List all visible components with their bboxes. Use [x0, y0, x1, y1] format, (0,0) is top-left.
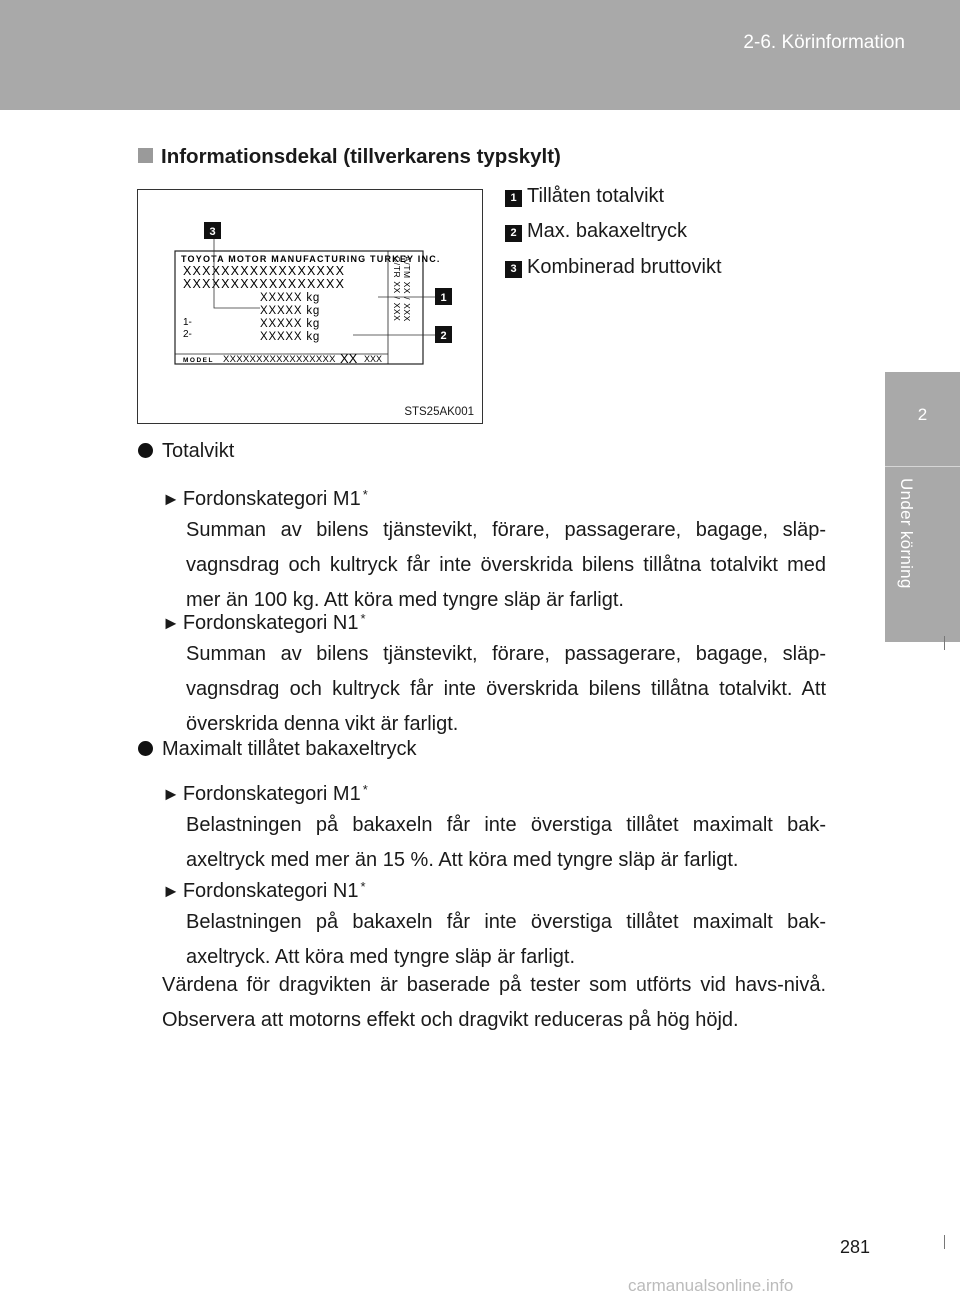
subitem-label: Fordonskategori M1 [182, 783, 361, 805]
legend-badge: 1 [505, 190, 522, 207]
bullet-dot-icon [138, 741, 153, 756]
legend-text: Kombinerad bruttovikt [527, 256, 722, 278]
subitem-heading [162, 611, 366, 635]
bullet-heading-totalvikt [138, 440, 234, 463]
crop-mark [944, 1235, 945, 1249]
callout-1-number: 1 [440, 292, 447, 304]
legend-badge: 2 [505, 225, 522, 242]
plate-vin-2: XXXXXXXXXXXXXXXXX [183, 277, 346, 291]
subitem-label: Fordonskategori N1 [182, 612, 359, 634]
watermark: carmanualsonline.info [628, 1276, 794, 1295]
crop-mark [944, 636, 945, 650]
chapter-title: Under körning [897, 478, 916, 589]
plate-model-value: XXXXXXXXXXXXXXXXX [223, 354, 336, 365]
bullet-dot-icon [138, 443, 153, 458]
chapter-tab-divider [885, 466, 960, 467]
plate-model-code-1: XX [340, 351, 358, 366]
legend-text: Max. bakaxeltryck [527, 220, 688, 242]
callout-2-number: 2 [440, 330, 447, 342]
subitem-heading [162, 782, 368, 806]
triangle-right-icon: ► [162, 784, 180, 804]
bullet-heading-text: Totalvikt [162, 440, 235, 462]
subitem-body: Belastningen på bakaxeln får inte överstiga tillåtet maximalt bak-axeltryck med mer än 15 %. Att köra med tyngre släp är farligt. [186, 814, 826, 871]
triangle-right-icon: ► [162, 613, 180, 633]
plate-title: TOYOTA MOTOR MANUFACTURING TURKEY INC. [181, 254, 441, 264]
heading-text: Informationsdekal (tillverkarens typskylt) [161, 145, 561, 168]
subitem-body: Summan av bilens tjänstevikt, förare, passagerare, bagage, släp-vagnsdrag och kultryck får inte överskrida bilens tillåtna totalvikt med mer än 100 kg. Att köra med tyngre släp är farligt. [186, 519, 826, 611]
section-title: 2-6. Körinformation [743, 32, 905, 53]
subitem-heading [162, 879, 366, 903]
plate-model-code-2: XXX [364, 354, 383, 364]
info-label-figure [137, 189, 483, 424]
subitem-label: Fordonskategori N1 [182, 880, 359, 902]
closing-paragraph: Värdena för dragvikten är baserade på tester som utförts vid havs-nivå. Observera att motorns effekt och dragvikt reduceras på hög höjd. [162, 974, 826, 1031]
heading-square-icon [138, 148, 153, 163]
plate-axle-1-label: 1- [183, 317, 192, 328]
asterisk-mark: * [362, 782, 368, 797]
bullet-heading-bakaxeltryck [138, 738, 417, 761]
legend-item-3 [505, 256, 722, 279]
section-heading [138, 145, 561, 169]
plate-model-label: MODEL [183, 357, 214, 364]
subitem-body: Summan av bilens tjänstevikt, förare, passagerare, bagage, släp-vagnsdrag och kultryck får inte överskrida bilens tillåtna totalvikt. Att överskrida denna vikt är farligt. [186, 643, 826, 735]
bullet-heading-text: Maximalt tillåtet bakaxeltryck [162, 738, 417, 760]
asterisk-mark: * [360, 611, 366, 626]
legend-text: Tillåten totalvikt [527, 185, 665, 207]
plate-axle-1-weight: XXXXX kg [260, 318, 321, 330]
callout-3-number: 3 [209, 226, 216, 238]
plate-side-col-2: A/TM XX / XXX [402, 256, 412, 322]
subitem-body: Belastningen på bakaxeln får inte överstiga tillåtet maximalt bak-axeltryck. Att köra med tyngre släp är farligt. [186, 911, 826, 968]
plate-side-col-1: C/TR XX / XXX [392, 256, 402, 322]
triangle-right-icon: ► [162, 881, 180, 901]
page-number: 281 [840, 1237, 871, 1257]
subitem-heading [162, 487, 368, 511]
plate-vin-1: XXXXXXXXXXXXXXXXX [183, 264, 346, 278]
legend-item-1 [505, 185, 664, 208]
legend-badge: 3 [505, 261, 522, 278]
triangle-right-icon: ► [162, 489, 180, 509]
figure-code: STS25AK001 [404, 406, 474, 418]
plate-weight-1: XXXXX kg [260, 292, 321, 304]
asterisk-mark: * [360, 879, 366, 894]
plate-weight-2: XXXXX kg [260, 305, 321, 317]
info-label-illustration [138, 190, 481, 422]
legend-item-2 [505, 220, 687, 243]
plate-axle-2-label: 2- [183, 329, 192, 340]
asterisk-mark: * [362, 487, 368, 502]
chapter-number: 2 [917, 405, 928, 424]
subitem-label: Fordonskategori M1 [182, 488, 361, 510]
page-header [0, 0, 960, 110]
plate-axle-2-weight: XXXXX kg [260, 331, 321, 343]
